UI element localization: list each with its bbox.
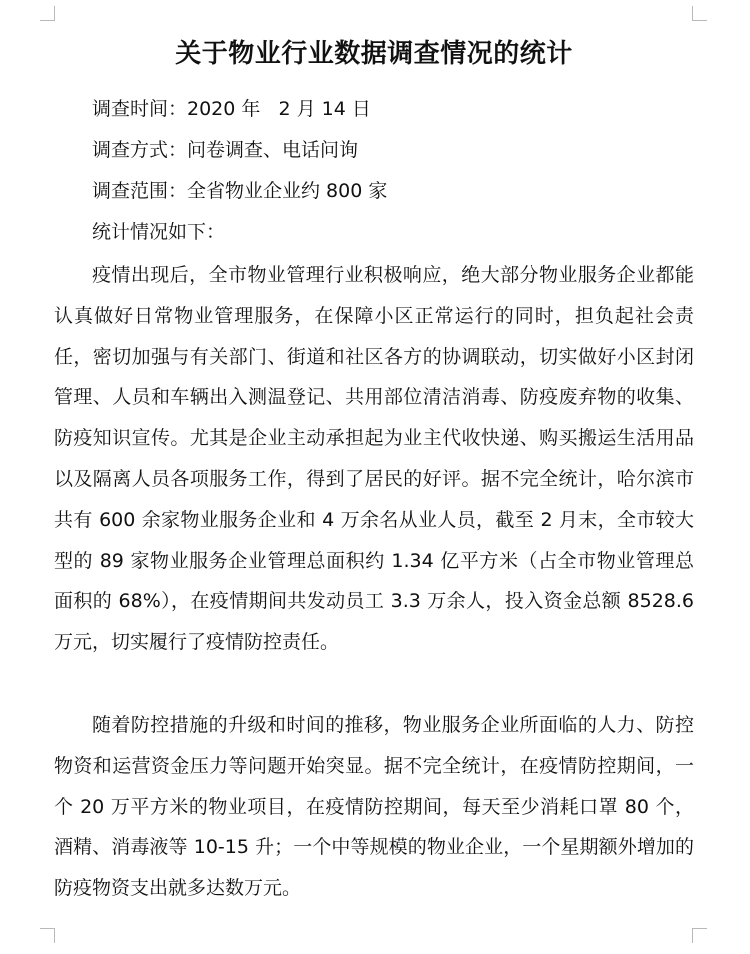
margin-corner-bottom-left bbox=[40, 928, 55, 943]
survey-time: 调查时间：2020 年 2 月 14 日 bbox=[92, 98, 371, 120]
paragraph-2: 随着防控措施的升级和时间的推移，物业服务企业所面临的人力、防控物资和运营资金压力等问题开始突显。据不完全统计，在疫情防控期间，一个 20 万平方米的物业项目，在疫情防控期间，每天至少消耗口罩 80 个，酒精、消毒液等 10-15 升；一个中等规模的物业企业，一个星期额外增加的防疫物资支出就多达数万元。 bbox=[54, 714, 694, 900]
margin-corner-bottom-right bbox=[692, 928, 707, 943]
margin-corner-top-right bbox=[692, 6, 707, 21]
paragraph-1: 疫情出现后，全市物业管理行业积极响应，绝大部分物业服务企业都能认真做好日常物业管理服务，在保障小区正常运行的同时，担负起社会责任，密切加强与有关部门、街道和社区各方的协调联动，切实做好小区封闭管理、人员和车辆出入测温登记、共用部位清洁消毒、防疫废弃物的收集、防疫知识宣传。尤其是企业主动承担起为业主代收快递、购买搬运生活用品以及隔离人员各项服务工作，得到了居民的好评。据不完全统计，哈尔滨市共有 600 余家物业服务企业和 4 万余名从业人员，截至 2 月末，全市较大型的 89 家物业服务企业管理总面积约 1.34 亿平方米（占全市物业管理总面积的 68%），在疫情期间共发动员工 3.3 万余人，投入资金总额 8528.6 万元，切实履行了疫情防控责任。 bbox=[54, 264, 694, 654]
statistics-intro: 统计情况如下： bbox=[92, 221, 226, 243]
document-title: 关于物业行业数据调查情况的统计 bbox=[175, 39, 573, 69]
survey-scope: 调查范围：全省物业企业约 800 家 bbox=[92, 180, 388, 202]
margin-corner-top-left bbox=[40, 6, 55, 21]
survey-method: 调查方式：问卷调查、电话问询 bbox=[92, 139, 359, 161]
